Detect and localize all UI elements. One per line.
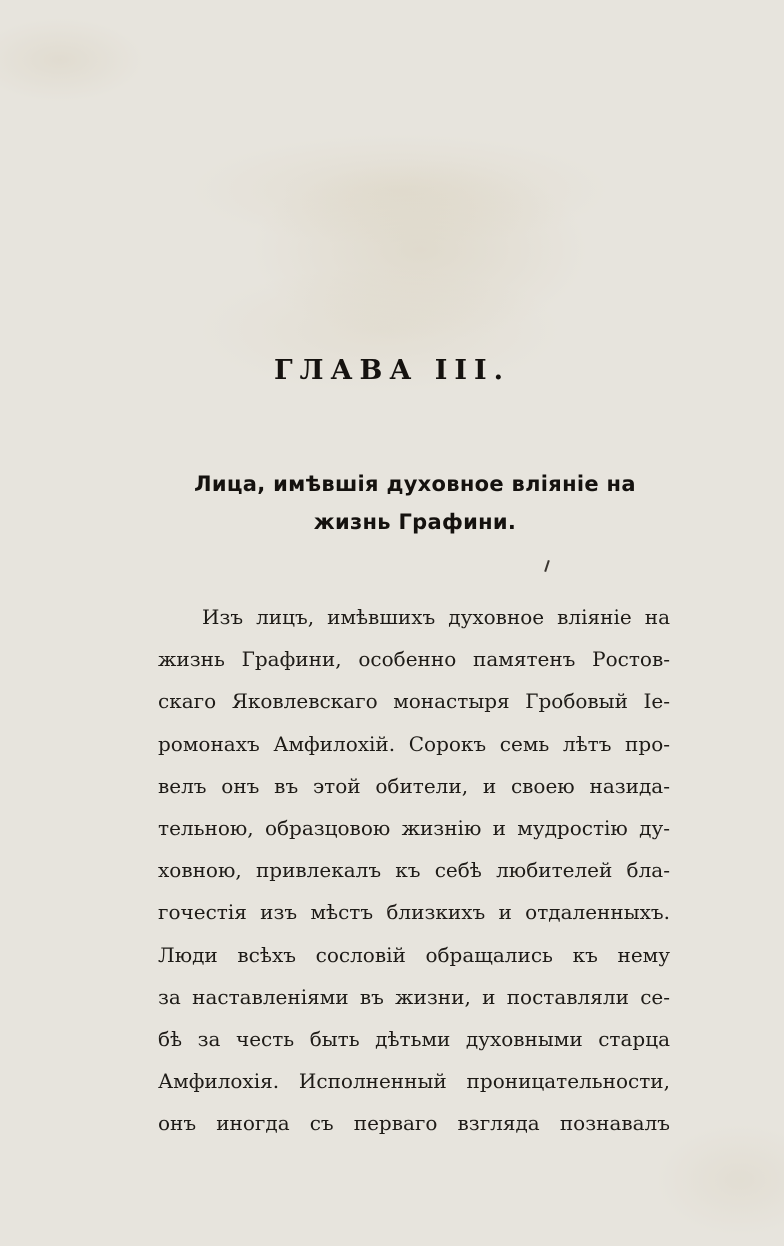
subtitle-line: жизнь Графини. (313, 510, 517, 534)
text-line: скаго Яковлевскаго монастыря Гробовый Іе- (158, 689, 670, 714)
text-line: тельною, образцовою жизнію и мудростію ду- (158, 815, 670, 840)
text-line: Изъ лицъ, имѣвшихъ духовное вліяніе на (202, 605, 670, 629)
text-line: ховною, привлекалъ къ себѣ любителей бла- (158, 858, 670, 883)
subtitle-line: Лица, имѣвшія духовное вліяніе на (194, 472, 636, 496)
text-line: велъ онъ въ этой обители, и своею назида- (158, 773, 670, 798)
text-line: за наставленіями въ жизни, и поставляли се- (158, 984, 670, 1009)
stray-pen-mark (544, 560, 550, 572)
text-line: Амфилохія. Исполненный проницательности, (158, 1069, 670, 1094)
text-line: жизнь Графини, особенно памятенъ Ростов- (158, 647, 670, 672)
chapter-title: ГЛАВА III. (273, 355, 510, 386)
chapter-subtitle (150, 465, 680, 541)
text-line: бѣ за честь быть дѣтьми духовными старца (158, 1026, 670, 1051)
text-line: ромонахъ Амфилохій. Сорокъ семь лѣтъ про- (158, 731, 670, 756)
body-paragraph (158, 596, 670, 1144)
text-line: Люди всѣхъ сословій обращались къ нему (158, 942, 670, 967)
text-line: онъ иногда съ перваго взгляда познавалъ (158, 1111, 670, 1136)
text-line: гочестія изъ мѣстъ близкихъ и отдаленныхъ. (158, 900, 670, 925)
